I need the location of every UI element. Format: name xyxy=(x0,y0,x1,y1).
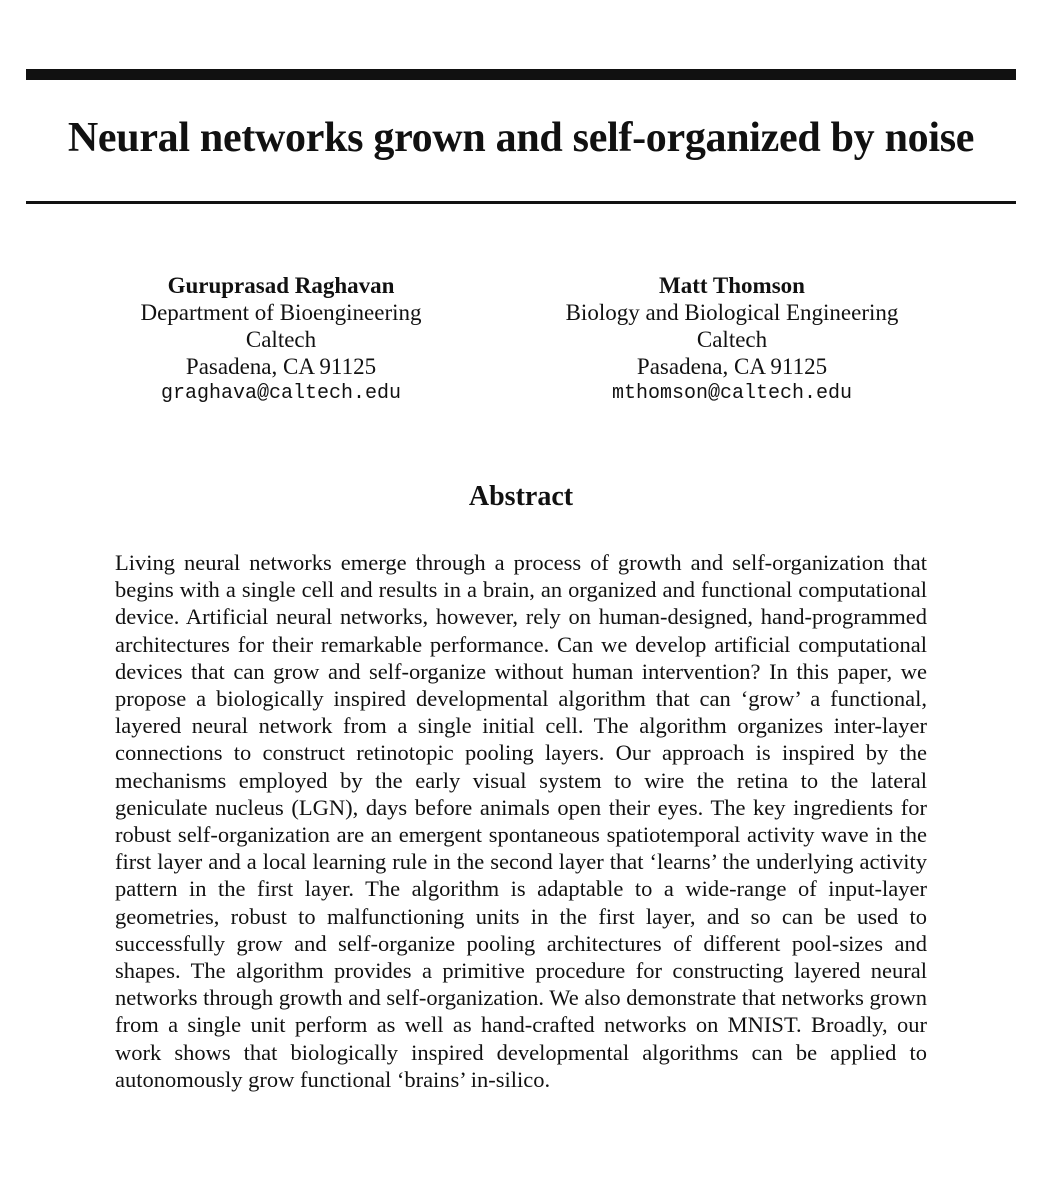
author-institution: Caltech xyxy=(696,327,768,352)
paper-title: Neural networks grown and self-organized by noise xyxy=(67,115,975,161)
abstract-text: Living neural networks emerge through a process of growth and self-organization that begins with a single cell and results in a brain, an organized and functional computational device. Artificial neural networks, however, rely on human-designed, hand-programmed architectures for their remarkable performance. Can we develop artificial computational devices that can grow and self-organize without human intervention? In this paper, we propose a biologically inspired developmental algorithm that can ‘grow’ a functional, layered neural network from a single initial cell. The algorithm organizes inter-layer connections to construct retinotopic pooling layers. Our approach is inspired by the mechanisms employed by the early visual system to wire the retina to the lateral geniculate nucleus (LGN), days before animals open their eyes. The key ingredients for robust self-organization are an emergent spontaneous spatiotemporal activity wave in the first layer and a local learning rule in the second layer that ‘learns’ the underlying activity pattern in the first layer. The algorithm is adaptable to a wide-range of input-layer geometries, robust to malfunctioning units in the first layer, and so can be used to successfully grow and self-organize pooling architectures of different pool-sizes and shapes. The algorithm provides a primitive procedure for constructing layered neural networks through growth and self-organization. We also demonstrate that networks grown from a single unit perform as well as hand-crafted networks on MNIST. Broadly, our work shows that biologically inspired developmental algorithms can be applied to autonomously grow functional ‘brains’ in-silico. xyxy=(115,550,927,1092)
abstract-heading: Abstract xyxy=(468,481,574,512)
author-name: Guruprasad Raghavan xyxy=(167,273,395,298)
author-email[interactable]: mthomson@caltech.edu xyxy=(611,382,853,405)
title-bottom-rule xyxy=(26,201,1016,204)
author-department: Department of Bioengineering xyxy=(140,300,422,325)
author-institution: Caltech xyxy=(245,327,317,352)
author-department: Biology and Biological Engineering xyxy=(565,300,899,325)
author-address: Pasadena, CA 91125 xyxy=(636,354,828,379)
author-block-1 xyxy=(61,272,501,407)
author-email[interactable]: graghava@caltech.edu xyxy=(160,382,402,405)
author-block-2 xyxy=(512,272,952,407)
author-address: Pasadena, CA 91125 xyxy=(185,354,377,379)
author-name: Matt Thomson xyxy=(659,273,805,298)
title-top-rule xyxy=(26,69,1016,80)
